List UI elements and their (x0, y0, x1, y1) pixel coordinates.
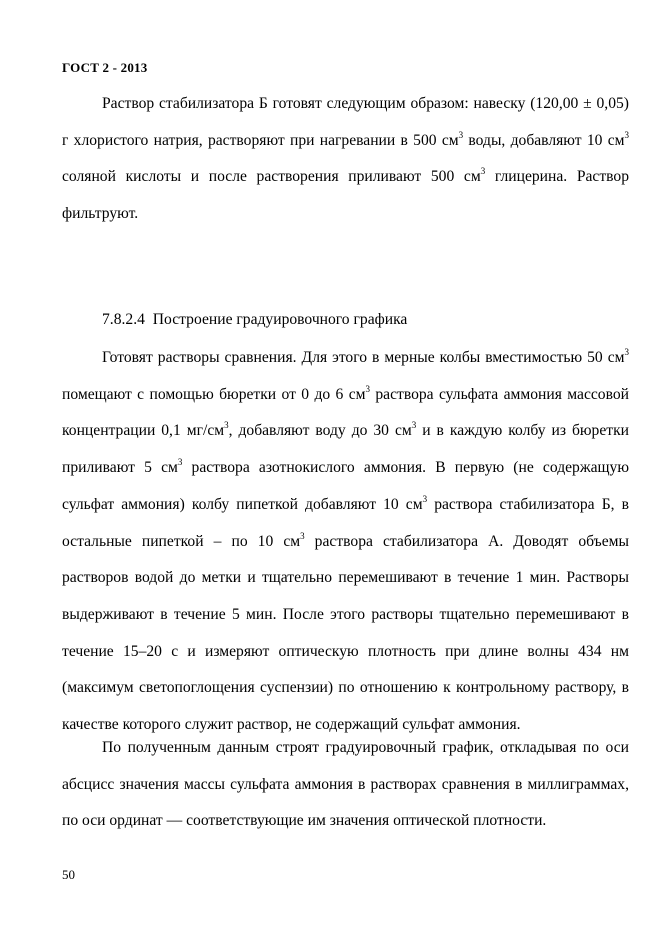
superscript: 3 (224, 420, 229, 431)
superscript: 3 (422, 493, 428, 504)
section-number: 7.8.2.4 (102, 311, 145, 328)
text-run: раствора стабилизатора А. Доводят объемы растворов водой до метки и тщательно перемешивают в течение 1 мин. Растворы выдерживают в течение 5 мин. После этого растворы тщательно перемешивают в течение 15–20 с и измеряют оптическую плотность при длине волны 434 нм (максимум светопоглощения суспензии) по отношению к контрольному раствору, в качестве которого служит раствор, не содержащий сульфат аммония. (62, 532, 629, 734)
paragraph-stabilizer-b (62, 86, 629, 233)
text-run: раствора стабилизатора Б, в остальные пипеткой – по 10 см (62, 495, 630, 550)
paragraph-comparison-solutions (62, 340, 629, 744)
superscript: 3 (365, 383, 370, 394)
document-header: ГОСТ 2 - 2013 (62, 60, 148, 75)
text-run: раствора сульфата аммония массовой концентрации 0,1 мг/см (62, 385, 629, 440)
superscript: 3 (300, 530, 305, 541)
page-number: 50 (62, 867, 75, 882)
superscript: 3 (624, 347, 629, 357)
text-run: глицерина. Раствор фильтруют. (62, 168, 629, 223)
text-run: раствора азотнокислого аммония. В первую (не содержащую сульфат аммония) колбу пипеткой добавляют 10 см (62, 459, 629, 513)
text-run: Раствор стабилизатора Б готовят следующим образом: навеску (120,00 ± 0,05) г хлористого натрия, растворяют при нагревании в 500 см (62, 95, 629, 149)
text-run: воды, добавляют 10 см (463, 131, 625, 149)
section-heading (62, 302, 629, 339)
superscript: 3 (411, 420, 417, 431)
text-run: и в каждую колбу из бюретки приливают 5 см (62, 422, 629, 477)
text-run: , добавляют воду до 30 см (228, 422, 412, 440)
text-run: помещают с помощью бюретки от 0 до 6 см (62, 385, 366, 403)
superscript: 3 (177, 457, 183, 468)
paragraph-calibration-graph: По полученным данным строят градуировочный график, откладывая по оси абсцисс значения массы сульфата аммония в растворах сравнения в миллиграммах, по оси ординат — соответствующие им значения оптической плотности. (62, 739, 629, 830)
superscript: 3 (624, 129, 629, 140)
text-run: Готовят растворы сравнения. Для этого в мерные колбы вместимостью 50 см (102, 349, 625, 366)
section-title: Построение градуировочного графика (152, 311, 408, 328)
superscript: 3 (458, 129, 464, 140)
superscript: 3 (480, 166, 486, 177)
text-run: соляной кислоты и после растворения приливают 500 см (62, 168, 481, 186)
